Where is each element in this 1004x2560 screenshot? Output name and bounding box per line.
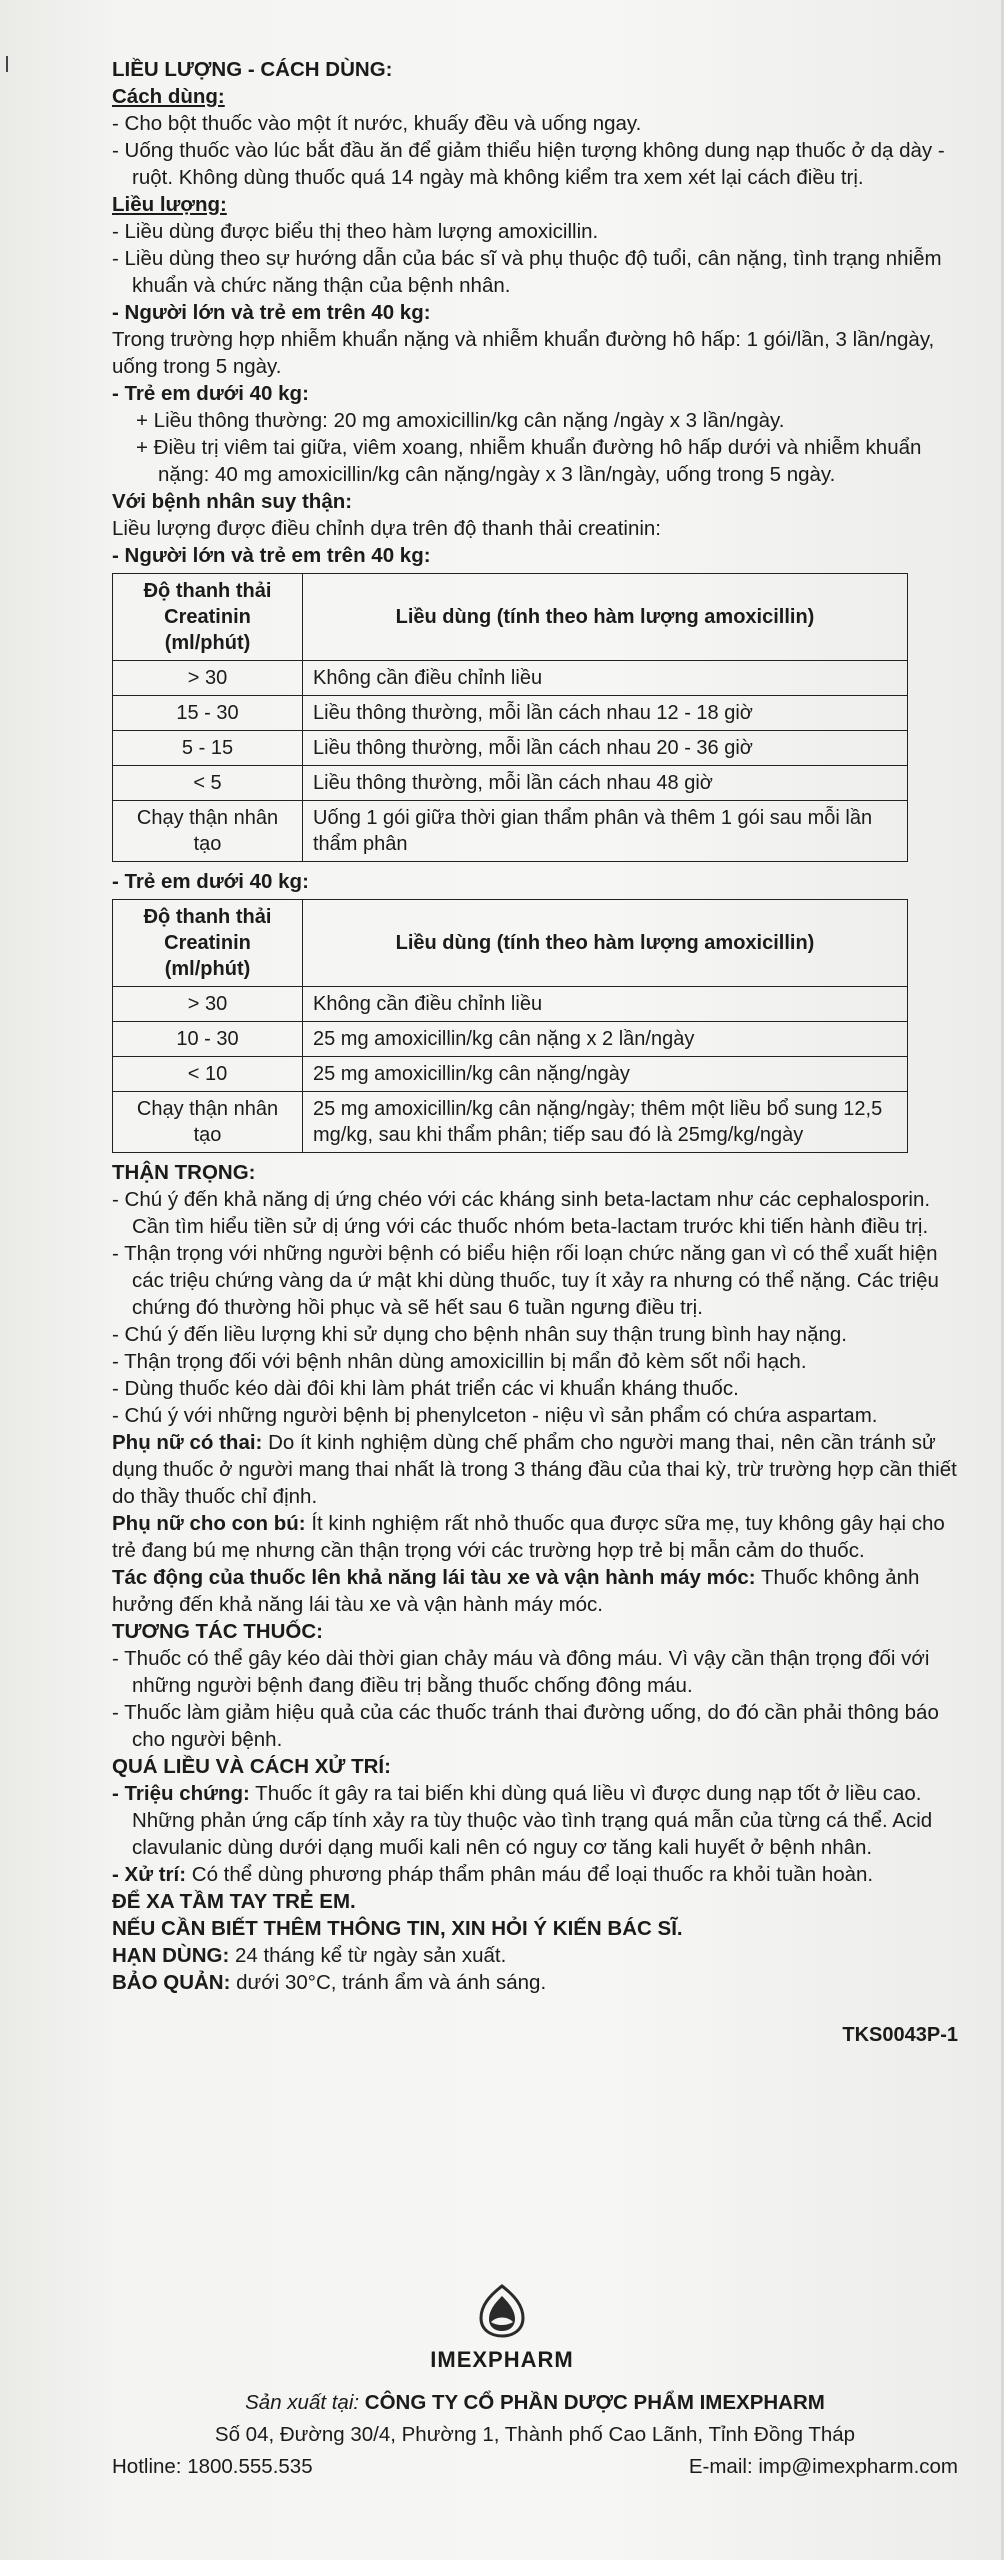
- col-dose-header: Liều dùng (tính theo hàm lượng amoxicillin): [303, 900, 908, 987]
- col-clearance-header: Độ thanh thải Creatinin (ml/phút): [113, 574, 303, 661]
- clearance-cell: > 30: [113, 661, 303, 696]
- email-text: E-mail: imp@imexpharm.com: [688, 2455, 958, 2478]
- clearance-cell: Chạy thận nhân tạo: [113, 801, 303, 862]
- child-dosage-item: + Liều thông thường: 20 mg amoxicillin/kg cân nặng /ngày x 3 lần/ngày.: [136, 409, 785, 432]
- driving-text: Thuốc không ảnh hưởng đến khả năng lái tàu xe và vận hành máy móc.: [112, 1566, 920, 1616]
- overdose-symptom: [112, 1780, 958, 1861]
- storage-text: dưới 30°C, tránh ẩm và ánh sáng.: [230, 1971, 547, 1994]
- clearance-cell: Chạy thận nhân tạo: [113, 1092, 303, 1153]
- child-dosage-item: + Điều trị viêm tai giữa, viêm xoang, nhiễm khuẩn đường hô hấp dưới và nhiễm khuẩn nặng: 40 mg amoxicillin/kg cân nặng/ngày x 3 lần/ngày, uống trong 5 ngày.: [136, 436, 922, 486]
- table-header-row: [113, 574, 908, 661]
- table-header-row: [113, 900, 908, 987]
- col-dose-header: Liều dùng (tính theo hàm lượng amoxicillin): [303, 574, 908, 661]
- pregnancy-paragraph: [112, 1429, 958, 1510]
- section-dosage-title: LIỀU LƯỢNG - CÁCH DÙNG:: [112, 58, 393, 81]
- table-row: [113, 801, 908, 862]
- renal-adult-table: [112, 573, 908, 862]
- nursing-text: Ít kinh nghiệm rất nhỏ thuốc qua được sữa mẹ, tuy không gây hại cho trẻ đang bú mẹ nhưng cần thận trọng với các trường hợp trẻ bị mẫn cảm do thuốc.: [112, 1512, 945, 1562]
- clearance-cell: 5 - 15: [113, 731, 303, 766]
- renal-intro: Liều lượng được điều chỉnh dựa trên độ thanh thải creatinin:: [112, 517, 662, 540]
- overdose-treatment: [112, 1861, 958, 1888]
- nursing-paragraph: [112, 1510, 958, 1564]
- made-label: Sản xuất tại:: [245, 2391, 360, 2414]
- dose-cell: Uống 1 gói giữa thời gian thẩm phân và thêm 1 gói sau mỗi lần thẩm phân: [303, 801, 908, 862]
- dose-cell: Liều thông thường, mỗi lần cách nhau 20 - 36 giờ: [303, 731, 908, 766]
- dosage-title: Liều lượng:: [112, 193, 227, 216]
- hotline-text: Hotline: 1800.555.535: [112, 2455, 313, 2478]
- usage-item: - Uống thuốc vào lúc bắt đầu ăn để giảm thiểu hiện tượng không dung nạp thuốc ở dạ dày - ruột. Không dùng thuốc quá 14 ngày mà không kiểm tra xem xét lại cách điều trị.: [112, 139, 945, 189]
- clearance-cell: 15 - 30: [113, 696, 303, 731]
- child-dosage-title: - Trẻ em dưới 40 kg:: [112, 382, 309, 405]
- precaution-item: - Chú ý đến liều lượng khi sử dụng cho bệnh nhân suy thận trung bình hay nặng.: [112, 1323, 847, 1346]
- warning-children: ĐỂ XA TẦM TAY TRẺ EM.: [112, 1890, 356, 1913]
- table-row: [113, 1092, 908, 1153]
- table-row: [113, 1022, 908, 1057]
- storage-line: [112, 1969, 958, 1996]
- crop-mark: [6, 56, 8, 72]
- imexpharm-logo: [0, 2282, 1004, 2373]
- overdose-title: QUÁ LIỀU VÀ CÁCH XỬ TRÍ:: [112, 1755, 391, 1778]
- manufacturer-name: CÔNG TY CỔ PHẦN DƯỢC PHẨM IMEXPHARM: [359, 2391, 825, 2414]
- adult-dosage-title: - Người lớn và trẻ em trên 40 kg:: [112, 301, 431, 324]
- dose-cell: 25 mg amoxicillin/kg cân nặng/ngày; thêm một liều bổ sung 12,5 mg/kg, sau khi thẩm phân; tiếp sau đó là 25mg/kg/ngày: [303, 1092, 908, 1153]
- precaution-item: - Chú ý với những người bệnh bị phenylceton - niệu vì sản phẩm có chứa aspartam.: [112, 1404, 878, 1427]
- precaution-item: - Dùng thuốc kéo dài đôi khi làm phát triển các vi khuẩn kháng thuốc.: [112, 1377, 739, 1400]
- renal-title: Với bệnh nhân suy thận:: [112, 490, 353, 513]
- symptom-label: - Triệu chứng:: [112, 1782, 250, 1805]
- renal-child-title: - Trẻ em dưới 40 kg:: [112, 870, 309, 893]
- treatment-text: Có thể dùng phương pháp thẩm phân máu để loại thuốc ra khỏi tuần hoàn.: [186, 1863, 874, 1886]
- expiry-text: 24 tháng kể từ ngày sản xuất.: [229, 1944, 507, 1967]
- dose-cell: Liều thông thường, mỗi lần cách nhau 12 - 18 giờ: [303, 696, 908, 731]
- manufacturer-address: Số 04, Đường 30/4, Phường 1, Thành phố Cao Lãnh, Tỉnh Đồng Tháp: [214, 2423, 856, 2446]
- leaflet-content: [112, 56, 958, 2049]
- table-row: [113, 696, 908, 731]
- precaution-item: - Thận trọng với những người bệnh có biểu hiện rối loạn chức năng gan vì có thể xuất hiện các triệu chứng vàng da ứ mật khi dùng thuốc, tuy ít xảy ra nhưng có thể nặng. Các triệu chứng đó thường hồi phục và sẽ hết sau 6 tuần ngưng điều trị.: [112, 1242, 939, 1319]
- dosage-item: - Liều dùng theo sự hướng dẫn của bác sĩ và phụ thuộc độ tuổi, cân nặng, tình trạng nhiễm khuẩn và chức năng thận của bệnh nhân.: [112, 247, 942, 297]
- renal-child-table: [112, 899, 908, 1153]
- dose-cell: Không cần điều chỉnh liều: [303, 987, 908, 1022]
- driving-paragraph: [112, 1564, 958, 1618]
- contact-row: [112, 2451, 958, 2483]
- clearance-cell: < 10: [113, 1057, 303, 1092]
- interaction-item: - Thuốc có thể gây kéo dài thời gian chảy máu và đông máu. Vì vậy cần thận trọng đối với những người bệnh đang điều trị bằng thuốc chống đông máu.: [112, 1647, 930, 1697]
- precaution-item: - Chú ý đến khả năng dị ứng chéo với các kháng sinh beta-lactam như các cephalosporin. Cần tìm hiểu tiền sử dị ứng với các thuốc nhóm beta-lactam trước khi tiến hành điều trị.: [112, 1188, 931, 1238]
- interaction-item: - Thuốc làm giảm hiệu quả của các thuốc tránh thai đường uống, do đó cần phải thông báo cho người bệnh.: [112, 1701, 939, 1751]
- storage-label: BẢO QUẢN:: [112, 1971, 231, 1994]
- usage-item: - Cho bột thuốc vào một ít nước, khuấy đều và uống ngay.: [112, 112, 642, 135]
- manufacturer-line: [112, 2387, 958, 2419]
- expiry-line: [112, 1942, 958, 1969]
- dose-cell: 25 mg amoxicillin/kg cân nặng x 2 lần/ngày: [303, 1022, 908, 1057]
- symptom-text: Thuốc ít gây ra tai biến khi dùng quá liều vì được dung nạp tốt ở liều cao. Những phản ứng cấp tính xảy ra tùy thuộc vào tình trạng quá mẫn của từng cá thể. Acid clavulanic dùng dưới dạng muối kali nên có nguy cơ tăng kali huyết ở bệnh nhân.: [132, 1782, 933, 1859]
- table-row: [113, 987, 908, 1022]
- warning-consult: NẾU CẦN BIẾT THÊM THÔNG TIN, XIN HỎI Ý KIẾN BÁC SĨ.: [112, 1917, 683, 1940]
- dose-cell: 25 mg amoxicillin/kg cân nặng/ngày: [303, 1057, 908, 1092]
- table-row: [113, 766, 908, 801]
- table-row: [113, 661, 908, 696]
- col-clearance-header: Độ thanh thải Creatinin (ml/phút): [113, 900, 303, 987]
- document-code: TKS0043P-1: [842, 2024, 958, 2046]
- clearance-cell: 10 - 30: [113, 1022, 303, 1057]
- expiry-label: HẠN DÙNG:: [112, 1944, 230, 1967]
- precautions-title: THẬN TRỌNG:: [112, 1161, 256, 1184]
- dose-cell: Liều thông thường, mỗi lần cách nhau 48 giờ: [303, 766, 908, 801]
- manufacturer-footer: [112, 2387, 958, 2483]
- precaution-item: - Thận trọng đối với bệnh nhân dùng amoxicillin bị mẩn đỏ kèm sốt nổi hạch.: [112, 1350, 807, 1373]
- clearance-cell: > 30: [113, 987, 303, 1022]
- clearance-cell: < 5: [113, 766, 303, 801]
- logo-mark-icon: [467, 2282, 537, 2340]
- dose-cell: Không cần điều chỉnh liều: [303, 661, 908, 696]
- treatment-label: - Xử trí:: [112, 1863, 187, 1886]
- dosage-item: - Liều dùng được biểu thị theo hàm lượng amoxicillin.: [112, 220, 599, 243]
- nursing-label: Phụ nữ cho con bú:: [112, 1512, 306, 1535]
- renal-adult-title: - Người lớn và trẻ em trên 40 kg:: [112, 544, 431, 567]
- interactions-title: TƯƠNG TÁC THUỐC:: [112, 1620, 323, 1643]
- driving-label: Tác động của thuốc lên khả năng lái tàu xe và vận hành máy móc:: [112, 1566, 756, 1589]
- adult-dosage-text: Trong trường hợp nhiễm khuẩn nặng và nhiễm khuẩn đường hô hấp: 1 gói/lần, 3 lần/ngày, uống trong 5 ngày.: [112, 328, 935, 378]
- pregnancy-text: Do ít kinh nghiệm dùng chế phẩm cho người mang thai, nên cần tránh sử dụng thuốc ở người mang thai nhất là trong 3 tháng đầu của thai kỳ, trừ trường hợp cần thiết do thầy thuốc chỉ định.: [112, 1431, 957, 1508]
- pregnancy-label: Phụ nữ có thai:: [112, 1431, 263, 1454]
- usage-title: Cách dùng:: [112, 85, 225, 108]
- table-row: [113, 1057, 908, 1092]
- table-row: [113, 731, 908, 766]
- logo-wordmark: IMEXPHARM: [430, 2347, 574, 2372]
